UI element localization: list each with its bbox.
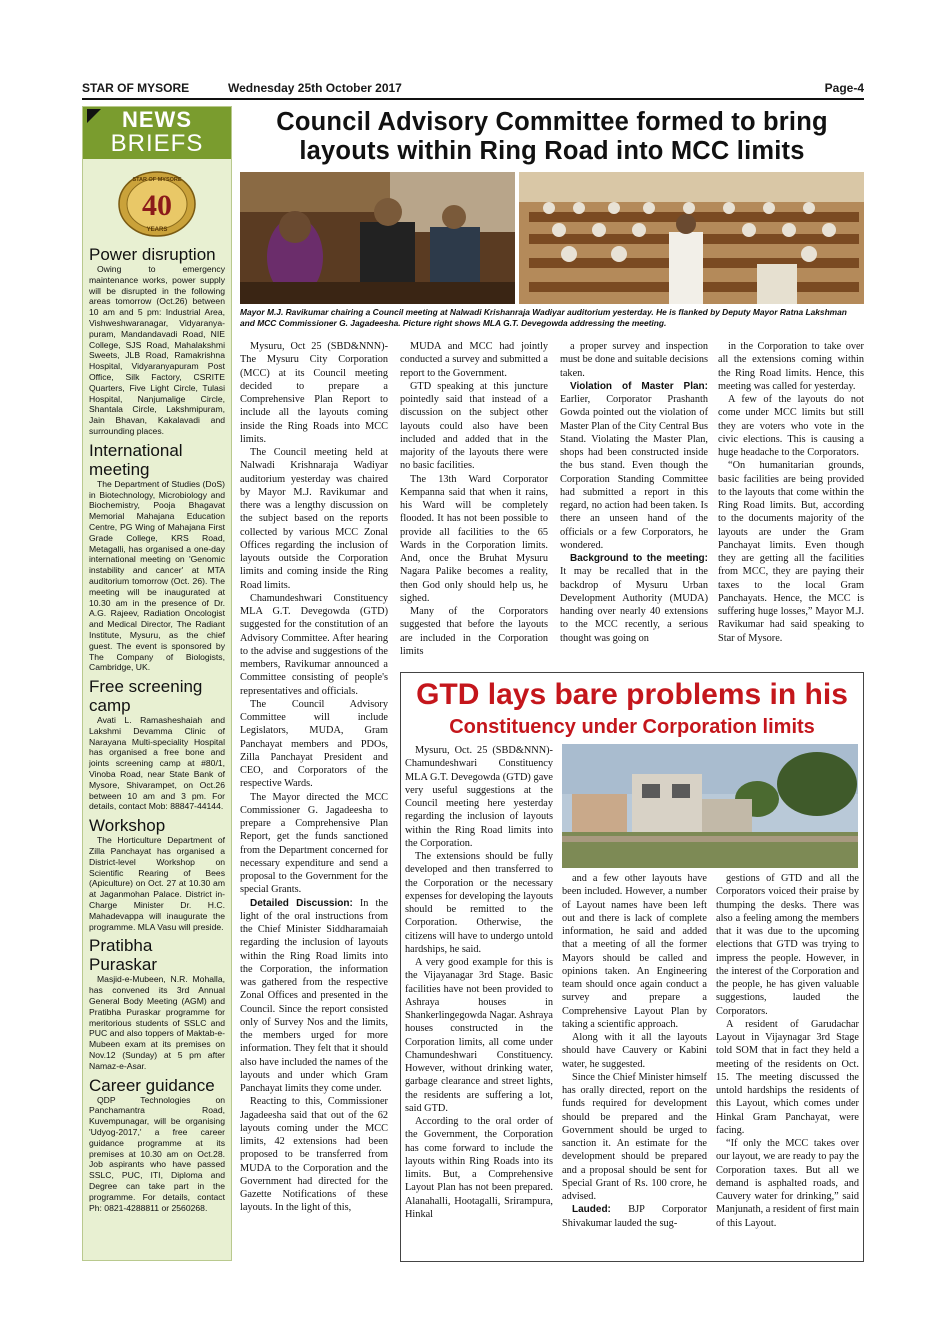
story1-column-1	[240, 340, 388, 1262]
news-brief	[89, 816, 225, 932]
news-brief-title: International meeting	[89, 440, 183, 479]
article-paragraph: A few of the layouts do not come under MCC limits but still they are voters who vote in the civic elections. This is causing a huge headache to the Corporators.	[718, 394, 864, 458]
article-paragraph: a proper survey and inspection must be done and suitable decisions taken.	[560, 341, 708, 379]
news-briefs-sidebar	[82, 106, 232, 1261]
article-paragraph: “On humanitarian grounds, basic facilities are being provided to the layouts that come within the Ring Road limits. But, according to the documents majority of the layouts are under the Gram Panchayat limits. Even though they are getting all the facilities from MCC, they are paying their taxes to the local Gram Panchayats. Hence, the MCC is suffering huge losses,” Mayor M.J. Ravikumar had said speaking to Star of Mysore.	[718, 460, 864, 644]
article-paragraph: MUDA and MCC had jointly conducted a survey and submitted a report to the Government.	[400, 341, 548, 379]
story2-headline-line2: Constituency under Corporation limits	[449, 716, 815, 738]
council-meeting-photo-left	[240, 172, 515, 304]
news-brief-text: QDP Technologies on Panchamantra Road, Kuvempunagar, will be organising 'Udyog-2017,' a free career guidance programme at its premises at 10.30 am on Oct.28. Job aspirants who have passed SSLC, PUC, ITI, Diploma and Degree can take part in the programme. For details, contact Ph: 0821-4288811 or 2560268.	[89, 1094, 225, 1213]
story1-background-text: It may be recalled that in the backdrop of Mysuru Urban Development Authority (MUDA) handing over nearly 40 extensions to the MCC recently, a serious thought was going on	[560, 566, 708, 644]
article-paragraph: A resident of Garudachar Layout in Vijaynagar 3rd Stage told SOM that in fact they held a meeting of the residents on Oct. 15. The meeting discussed the untold hardships the residents of this Layout, which comes under Hinkal Gram Panchayat, were facing.	[716, 1018, 859, 1136]
story1-subhead-master-plan: Violation of Master Plan:	[570, 380, 708, 392]
news-brief-text: The Horticulture Department of Zilla Panchayat has organised a District-level Workshop on Scientific Rearing of Bees (Apiculture) on Oct. 27 at 10.30 am at Jaganmohan Palace. District in-Charge Minister Dr. H.C. Mahadevappa will inaugurate the programme. MLA Vasu will preside.	[89, 835, 225, 932]
story2-lauded-text: BJP Corporator Shivakumar lauded the sug-	[562, 1204, 707, 1229]
council-meeting-photo-right	[519, 172, 864, 304]
story2-column-3	[716, 872, 859, 1256]
story2-column-2	[562, 872, 707, 1256]
masthead	[82, 78, 864, 100]
layout-houses-photo	[562, 744, 858, 868]
news-brief-text: Owing to emergency maintenance works, power supply will be disrupted in the following areas tomorrow (Oct.26) between 10 am and 5 pm: Industrial Area, Vishweshwaranagar, Vidyaranya-puram, Mandandavadi Road, NIE College, SJS Road, Mahalakshmi Sweets, JLB Road, Ramakrishna Hospital, Vidyaranyapuram Post Office, Silk Factory, CSRITE Quarters, Five Light Circle, Tulasi Hospital, Nanjumalige Circle, Shantala Circle, Lakshmipuram, Jain Bhavan, Kakalavadi and surrounding places.	[89, 264, 225, 436]
news-brief	[89, 1076, 225, 1214]
story1-column-2	[400, 340, 548, 662]
news-brief	[89, 245, 225, 437]
article-paragraph: The Council Advisory Committee will include Legislators, MUDA, Gram Panchayat members and PDOs, Zilla Panchayat President and CEO, and Corporators of the respective Wards.	[240, 698, 388, 790]
article-paragraph: GTD speaking at this juncture pointedly said that instead of a discussion on the subject other layouts could also have been included and added that in the majority of the layouts there were no basic facilities.	[400, 380, 548, 472]
emblem-bottom-text: YEARS	[146, 227, 168, 233]
article-paragraph: “If only the MCC takes over our layout, we are ready to pay the Corporation taxes. But all we demand is asphalted roads, and Cauvery water for drinking,” said Manjunath, a resident of first main of this Layout.	[716, 1138, 859, 1229]
article-paragraph: gestions of GTD and all the Corporators voiced their praise by thumping the desks. There was also a feeling among the members that it was due to the upcoming elections that GTD was trying to impress the people. However, in the interest of the Corporation and the people, he has given valuable suggestions, lauded the Corporators.	[716, 873, 859, 1017]
story1-headline: Council Advisory Committee formed to bring layouts within Ring Road into MCC limits	[276, 108, 828, 165]
article-paragraph: Mysuru, Oct 25 (SBD&NNN)- The Mysuru City Corporation (MCC) at its Council meeting decided to prepare a Comprehensive Plan Report to include all the layouts coming inside the Ring Roads into MCC limits.	[240, 341, 388, 445]
article-paragraph: The Council meeting held at Nalwadi Krishnaraja Wadiyar auditorium yesterday was chaired by Mayor M.J. Ravikumar and there was a lengthy discussion on the subject based on the reports collected by various MCC Zonal Offices regarding the inclusion of layouts outside the Corporation limits and coming inside the Ring Road limits.	[240, 447, 388, 591]
news-brief-text: The Department of Studies (DoS) in Biotechnology, Microbiology and Biochemistry, Pooja Bhagavat Memorial Mahajana Education Centre, PG Wing of Mahajana First Grade College, KRS Road, Metagalli, has organised a one-day international meeting on 'Genomic instability and cancer' at MTA auditorium tomorrow (Oct. 26). The meeting will be inaugurated at 10.30 am in the presence of Dr. A.G. Rajeev, Radiation Oncologist and Medical Director, The Radiant Institute, Mysuru, as the chief guest. The event is sponsored by The Company of Biologists, Cambridge, UK.	[89, 478, 225, 673]
article-paragraph: The extensions should be fully developed and then transferred to the Corporation or the necessary expenses for developing the layouts should be remitted to the Corporation. Otherwise, the citizens will have to undergo untold hardships, he said.	[405, 851, 553, 955]
story1-subhead-discussion-text: In the light of the oral instructions from the Chief Minister Siddharamaiah regarding the inclusion of layouts within the Ring Road limits into the Corporation, the information was gathered from the respective Zonal Offices and presented in the Council. Since the report consisted only of Survey Nos and the limits, the members urged for more information. They felt that it should also have included the names of the layouts and under which Gram Panchayat limits they come under.	[240, 897, 388, 1094]
news-brief	[89, 677, 225, 812]
article-paragraph: The 13th Ward Corporator Kempanna said that when it rains, his Ward will be completely flooded. It has not been possible to provide all facilities to the 65 Wards in the Corporation limits. And, once the Bruhat Mysuru Nagara Palike becomes a reality, then God only should help us, he sighed.	[400, 473, 548, 604]
news-brief-title: Pratibha Puraskar	[89, 936, 158, 975]
story1-column-4	[718, 340, 864, 662]
emblem-number: 40	[142, 189, 172, 222]
news-briefs-line2: BRIEFS	[110, 130, 204, 157]
article-paragraph: Chamundeshwari Constituency MLA G.T. Devegowda (GTD) suggested for the constitution of an Advisory Committee. After hearing to the advise and suggestions of the members, Ravikumar announced a Committee consisting of people's representatives and officials.	[240, 592, 388, 697]
article-paragraph: Since the Chief Minister himself has orally directed, report on the funds required for development should be prepared and the Government should be urged to sanction it. An estimate for the development should be prepared and a proposal should be sent for Special Grant of Rs. 100 crore, he advised.	[562, 1071, 707, 1202]
story1-master-plan-text: Earlier, Corporator Prashanth Gowda pointed out the violation of Master Plan of the City Central Bus Stand. Violating the Master Plan, shops had been constructed inside the bus stand. Even though the Corporation Standing Committee had submitted a report in this regard, no action had been taken. Is there an unseen hand of the officials or a few Corporators, he wondered.	[560, 394, 708, 551]
story1-subhead-discussion: Detailed Discussion:	[250, 897, 353, 909]
article-paragraph: Mysuru, Oct. 25 (SBD&NNN)- Chamundeshwari Constituency MLA G.T. Devegowda (GTD) gave very useful suggestions at the Council meeting here yesterday regarding the inclusion of layouts within the Ring Road limits into the Corporation.	[405, 745, 553, 849]
story2-headline-line1: GTD lays bare problems in his	[416, 678, 848, 711]
story1-column-3	[560, 340, 708, 662]
news-brief	[89, 936, 225, 1071]
article-paragraph: and a few other layouts have been included. However, a number of Layout names have been left out and there is lack of complete information, he said and added that a meeting of all the former Mayors should be called and opinions taken. An Engineering team should once again conduct a survey and prepare a Comprehensive Layout Plan by taking a scientific approach.	[562, 873, 707, 1030]
news-briefs-line1: NEWS	[122, 107, 192, 132]
news-brief	[89, 441, 225, 673]
briefs-list	[89, 245, 225, 1213]
article-paragraph: A very good example for this is the Vijayanagar 3rd Stage. Basic facilities have not been provided to Ashraya houses in Shankerlingegowda Nagar. Ashraya houses constructed in the Corporation limits, all come under Chamundeshwari Constituency. However, without drinking water, garbage clearance and street lights, the residents are suffering a lot, said GTD.	[405, 957, 553, 1114]
story1-photo-caption: Mayor M.J. Ravikumar chairing a Council meeting at Nalwadi Krishanraja Wadiyar auditorium yesterday. He is flanked by Deputy Mayor Ratna Lakshman and MCC Commissioner G. Jagadeesha. Picture right shows MLA G.T. Devegowda addressing the meeting.	[240, 307, 847, 328]
article-paragraph: in the Corporation to take over all the extensions coming within the Ring Road limits. Hence, this meeting was called for yesterday.	[718, 341, 864, 392]
news-brief-title: Career guidance	[89, 1075, 215, 1095]
article-paragraph: According to the oral order of the Government, the Corporation has come forward to include the layouts within Ring Roads into its limits. But, a Comprehensive Layout Plan has not been prepared. Alanahalli, Hootagalli, Srirampura, Hinkal	[405, 1116, 553, 1220]
emblem-top-text: STAR OF MYSORE	[132, 177, 182, 183]
news-briefs-heading	[83, 107, 231, 159]
news-brief-text: Avati L. Ramasheshaiah and Lakshmi Devamma Clinic of Narayana Multi-speciality Hospital has organised a free bone and joints screening camp at #80/1, Vinoba Road, near State Bank of Mysore, Shivarampet, on Oct.26 between 10 am and 3 pm. For details, contact Mob: 88847-44144.	[89, 715, 225, 812]
page-number: Page-4	[824, 81, 864, 95]
news-brief-title: Workshop	[89, 816, 166, 836]
issue-date: Wednesday 25th October 2017	[228, 81, 402, 95]
news-brief-title: Free screening camp	[89, 677, 203, 716]
story2-subhead-lauded: Lauded:	[572, 1204, 611, 1216]
40-years-emblem-logo	[114, 169, 200, 239]
article-paragraph: Many of the Corporators suggested that before the layouts are included in the Corporation limits	[400, 606, 548, 657]
publication-name: STAR OF MYSORE	[82, 81, 190, 95]
article-paragraph: The Mayor directed the MCC Commissioner G. Jagadeesha to prepare a Comprehensive Plan Report, get the funds sanctioned from the Department concerned for necessary expenditure and send a proposal to the Government for the special Grants.	[240, 791, 388, 896]
news-brief-title: Power disruption	[89, 245, 216, 264]
story2-column-1	[405, 744, 553, 1256]
article-paragraph: Along with it all the layouts should have Cauvery or Kabini water, he suggested.	[562, 1032, 707, 1070]
story1-paragraph: Reacting to this, Commissioner Jagadeesha said that out of the 62 layouts coming under the MCC limits, 42 extensions had been proposed to be transferred from MUDA to the Corporation and the Government had directed for the Gazette Notifications of these layouts. In the light of this,	[240, 1096, 388, 1214]
story1-subhead-background: Background to the meeting:	[570, 553, 708, 564]
news-brief-text: Masjid-e-Mubeen, N.R. Mohalla, has convened its 3rd Annual General Body Meeting (AGM) and Pratibha Puraskar programme for meritorious students of SSLC and PUC and also toppers of Maktab-e-Mubeen exam at its premises on Nov.12 (Sunday) at 5 pm after Namaz-e-Asar.	[89, 974, 225, 1071]
